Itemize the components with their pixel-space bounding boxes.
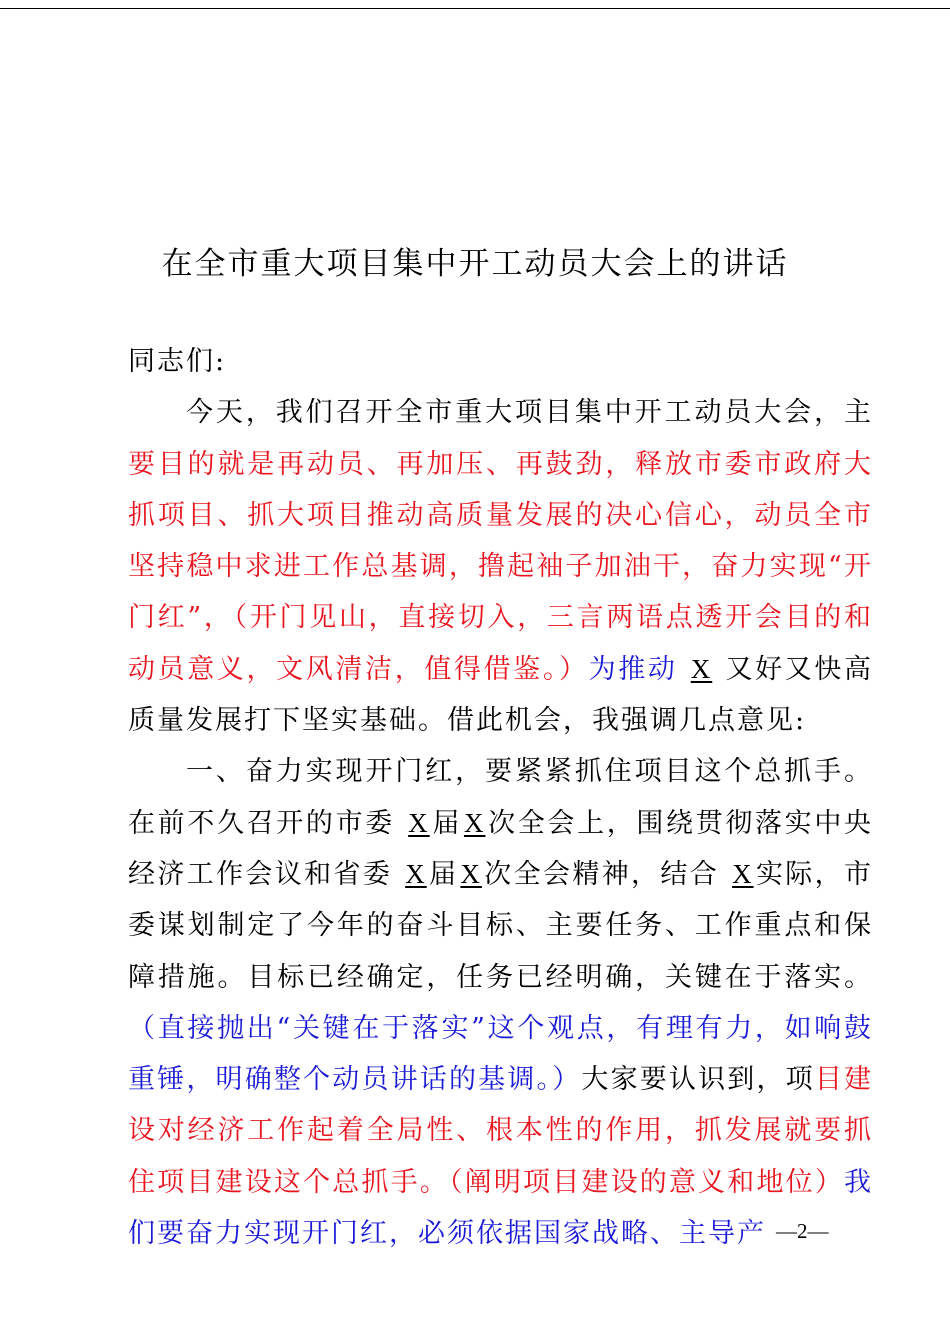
paragraph-2-text: 届	[428, 858, 459, 890]
page-number: —2—	[776, 1219, 829, 1243]
paragraph-2-comment-red: （阐明项目建设的意义和地位）	[448, 1166, 845, 1198]
section-heading-1: 一、奋力实现开门红，要紧紧抓住项目这个总抓手。在前不久召开的市委	[128, 756, 873, 839]
paragraph-2-text: 次全会上，围绕贯彻落实中央经济工作会议和省委	[128, 807, 873, 890]
document-body	[128, 336, 873, 1259]
paragraph-2-blue-text: 我们要奋力实现开门红，必须依据国家战略、主导产	[128, 1166, 874, 1250]
paragraph-2-text: 实际，市委谋划制定了今年的奋斗目标、主要任务、工作重点和保障措施。目标已经确定，任务已经明确，关键在于落实。	[128, 858, 874, 993]
placeholder-x: X	[408, 807, 430, 838]
paragraph-2-comment-blue: （直接抛出“关键在于落实”这个观点，有理有力，如响鼓重锤，明确整个动员讲话的基调。）	[128, 1012, 873, 1096]
paragraph-1-blue-text: 为推动	[588, 653, 678, 685]
paragraph-2-text: 大家要认识到，项	[581, 1064, 815, 1096]
paragraph-1-closing: 又好又快高质量发展打下坚实基础。借此机会，我强调几点意见:	[128, 653, 873, 737]
paragraph-1-comment: （开门见山，直接切入，三言两语点透开会目的和动员意义，文风清洁，值得借鉴。）	[128, 602, 873, 685]
paragraph-2-highlight-red: 目建设对经济工作起着全局性、根本性的作用，抓发展就要抓住项目建设这个总抓手。	[128, 1064, 874, 1198]
header-rule	[0, 8, 950, 9]
placeholder-x: X	[460, 858, 482, 889]
placeholder-x: X	[405, 858, 427, 889]
paragraph-1-highlight-red: 要目的就是再动员、再加压、再鼓劲，释放市委市政府大抓项目、抓大项目推动高质量发展的决心信心，动员全市坚持稳中求进工作总基调，撸起袖子加油干，奋力实现“开门红”，	[128, 448, 873, 634]
paragraph-2-text: 次全会精神，结合	[483, 858, 720, 890]
placeholder-x: X	[732, 858, 754, 889]
placeholder-x: X	[690, 653, 713, 684]
page-title: 在全市重大项目集中开工动员大会上的讲话	[161, 246, 789, 282]
paragraph-2	[128, 746, 873, 1259]
paragraph-1-opening: 今天，我们召开全市重大项目集中开工动员大会，主	[186, 397, 873, 429]
paragraph-2-text: 届	[431, 807, 462, 839]
placeholder-x: X	[463, 807, 486, 838]
paragraph-1	[128, 387, 873, 746]
salutation: 同志们:	[128, 346, 227, 377]
